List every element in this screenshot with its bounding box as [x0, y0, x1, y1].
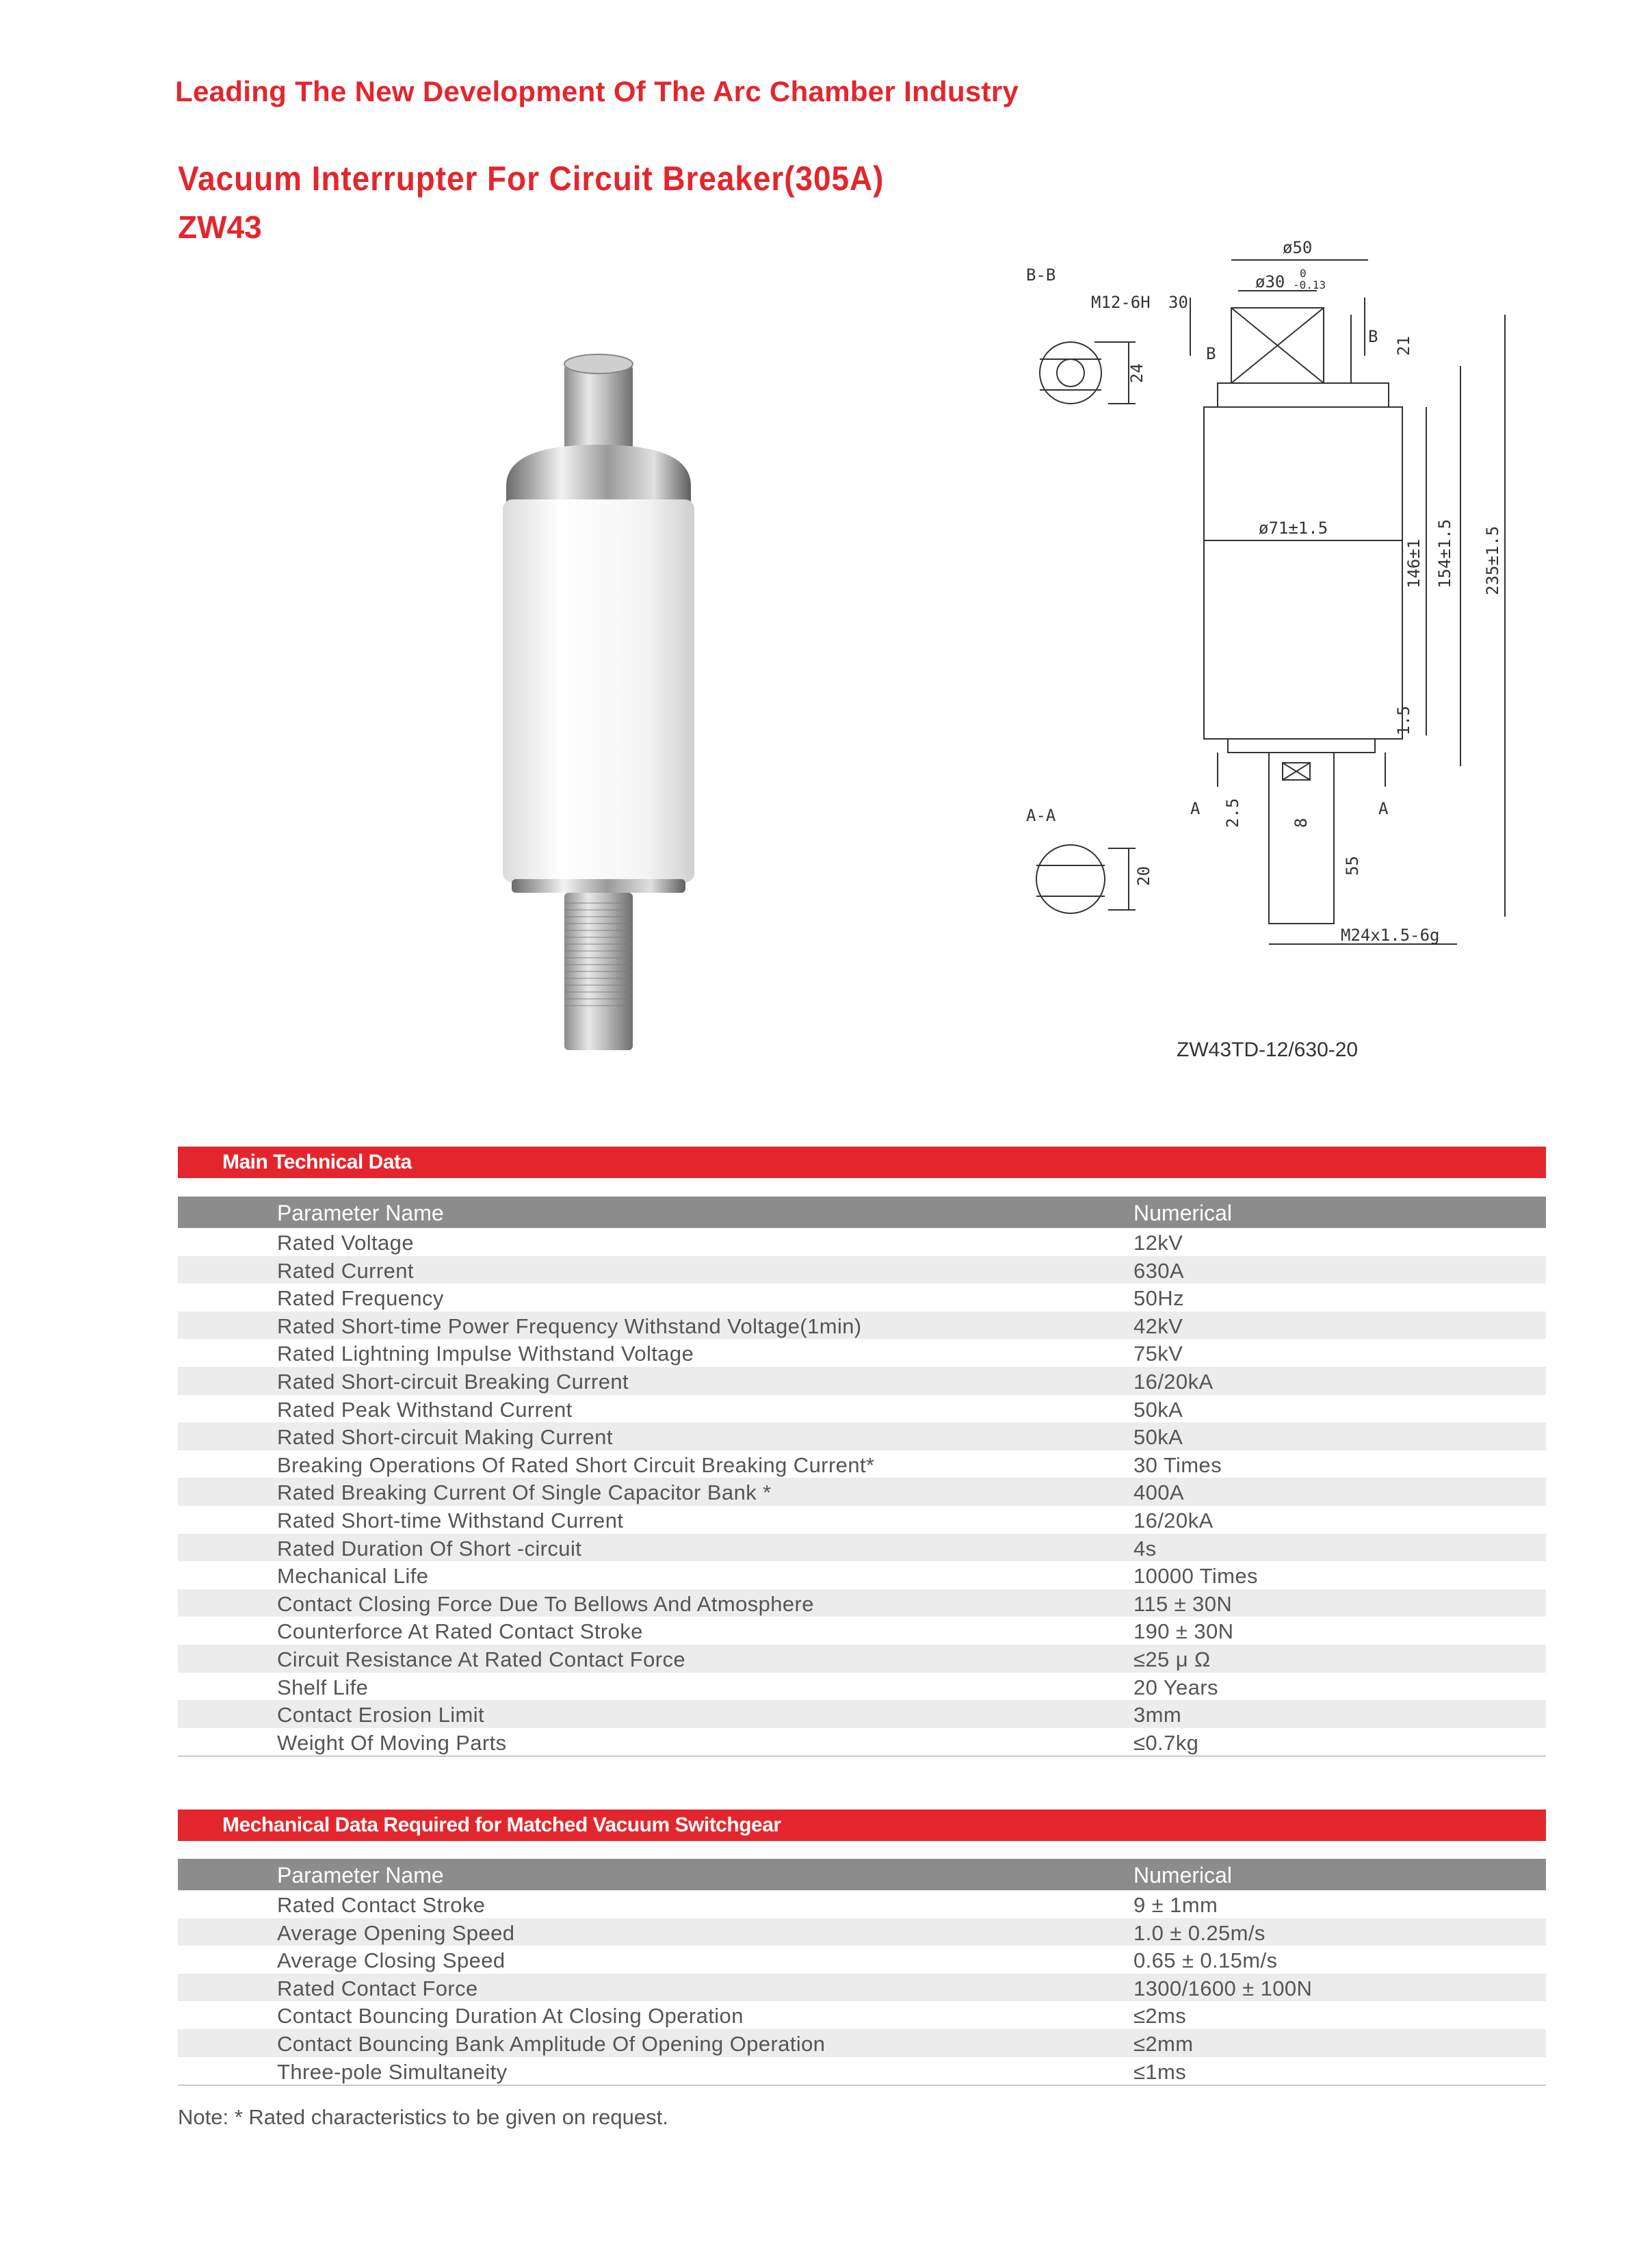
dia-top-label: ø50 — [1283, 238, 1313, 257]
mech-section-title: Mechanical Data Required for Matched Vacuum Switchgear — [178, 1810, 1546, 1841]
table-row: Rated Voltage 12kV — [277, 1231, 1183, 1255]
dia-stem-label: ø30 — [1255, 272, 1285, 291]
model-name: ZW43 — [178, 209, 262, 245]
main-data-table — [178, 1197, 1546, 1757]
dia-body-label: ø71±1.5 — [1259, 519, 1328, 538]
table-row: Breaking Operations Of Rated Short Circuit Breaking Current* 30 Times — [277, 1452, 1222, 1477]
body-outline — [1204, 407, 1402, 739]
section-aa-label: A-A — [1026, 806, 1056, 825]
mech-table-endline — [178, 2085, 1546, 2086]
section-aa-circle — [1036, 845, 1105, 913]
dim-8: 8 — [1292, 818, 1311, 828]
table-row: Rated Contact Force 1300/1600 ± 100N — [178, 1974, 1546, 2002]
thread-depth-label: 30 — [1168, 293, 1188, 312]
table-row: Rated Peak Withstand Current 50kA — [277, 1397, 1183, 1422]
marker-b-left: B — [1206, 344, 1216, 363]
table-row: Rated Breaking Current Of Single Capacitor Bank * 400A — [178, 1478, 1546, 1506]
dim-24: 24 — [1127, 363, 1146, 383]
mech-col-parameter: Parameter Name — [277, 1863, 444, 1888]
table-row: Rated Contact Stroke 9 ± 1mm — [277, 1893, 1218, 1917]
table-row: Contact Erosion Limit 3mm — [178, 1700, 1546, 1728]
table-row: Rated Lightning Impulse Withstand Voltage 75kV — [277, 1342, 1183, 1366]
table-row: Counterforce At Rated Contact Stroke 190 ± 30N — [277, 1619, 1234, 1644]
dim-146: 146±1 — [1404, 538, 1424, 588]
table-row: Three-pole Simultaneity ≤1ms — [277, 2059, 1187, 2084]
top-stem-end — [564, 354, 633, 374]
mech-table-header — [178, 1859, 1546, 1890]
dim-235: 235±1.5 — [1483, 525, 1502, 595]
dim-20: 20 — [1134, 866, 1153, 886]
bottom-flange — [512, 879, 685, 893]
dia-stem-tol-lower: -0.13 — [1293, 278, 1326, 291]
table-row: Weight Of Moving Parts ≤0.7kg — [277, 1730, 1199, 1755]
table-row: Average Opening Speed 1.0 ± 0.25m/s — [178, 1918, 1546, 1946]
table-row: Rated Short-circuit Making Current 50kA — [178, 1422, 1546, 1450]
table-row: Contact Closing Force Due To Bellows And Atmosphere 115 ± 30N — [178, 1589, 1546, 1617]
product-title: Vacuum Interrupter For Circuit Breaker(305A) — [178, 159, 884, 198]
main-col-parameter: Parameter Name — [277, 1201, 444, 1225]
marker-b-right: B — [1368, 327, 1378, 346]
table-row: Rated Current 630A — [178, 1256, 1546, 1284]
top-flange — [506, 445, 691, 506]
table-row: Rated Duration Of Short -circuit 4s — [178, 1534, 1546, 1562]
footnote: Note: * Rated characteristics to be given on request. — [178, 2105, 668, 2129]
dim-55: 55 — [1343, 856, 1362, 876]
top-stem — [564, 363, 633, 458]
mech-data-table — [178, 1859, 1546, 2086]
section-bb-label: B-B — [1026, 265, 1056, 285]
table-row: Circuit Resistance At Rated Contact Force ≤25 μ Ω — [178, 1645, 1546, 1673]
section-bb-circle — [1040, 342, 1101, 404]
dim-154: 154±1.5 — [1435, 519, 1454, 588]
mech-col-numerical: Numerical — [1133, 1863, 1233, 1888]
table-row: Rated Short-time Power Frequency Withstand Voltage(1min) 42kV — [178, 1311, 1546, 1340]
dia-stem-tol-upper: 0 — [1300, 267, 1307, 280]
dim-21: 21 — [1394, 336, 1413, 356]
marker-a-left: A — [1190, 799, 1201, 818]
ceramic-body — [503, 499, 694, 883]
table-row: Rated Short-time Withstand Current 16/20kA — [277, 1508, 1214, 1532]
thread-top-label: M12-6H — [1091, 293, 1151, 312]
table-row: Average Closing Speed 0.65 ± 0.15m/s — [277, 1948, 1278, 1973]
drawing-caption: ZW43TD-12/630-20 — [1177, 1039, 1359, 1061]
dim-15: 1.5 — [1394, 705, 1413, 735]
main-table-endline — [178, 1755, 1546, 1757]
main-col-numerical: Numerical — [1133, 1201, 1233, 1225]
dim-25: 2.5 — [1223, 798, 1242, 828]
main-table-header — [178, 1197, 1546, 1228]
main-section-title: Main Technical Data — [178, 1147, 1546, 1178]
page-tagline: Leading The New Development Of The Arc Chamber Industry — [175, 75, 1019, 107]
technical-drawing — [1012, 226, 1601, 985]
table-row: Rated Short-circuit Breaking Current 16/20kA — [178, 1367, 1546, 1395]
table-row: Mechanical Life 10000 Times — [277, 1564, 1258, 1589]
table-row: Shelf Life 20 Years — [277, 1675, 1218, 1699]
table-row: Contact Bouncing Duration At Closing Operation ≤2ms — [277, 2004, 1187, 2028]
marker-a-right: A — [1378, 799, 1389, 818]
table-row: Rated Frequency 50Hz — [277, 1286, 1184, 1311]
thread-bottom-label: M24x1.5-6g — [1341, 926, 1440, 945]
product-photo — [479, 342, 752, 1067]
table-row: Contact Bouncing Bank Amplitude Of Opening Operation ≤2mm — [178, 2029, 1546, 2057]
